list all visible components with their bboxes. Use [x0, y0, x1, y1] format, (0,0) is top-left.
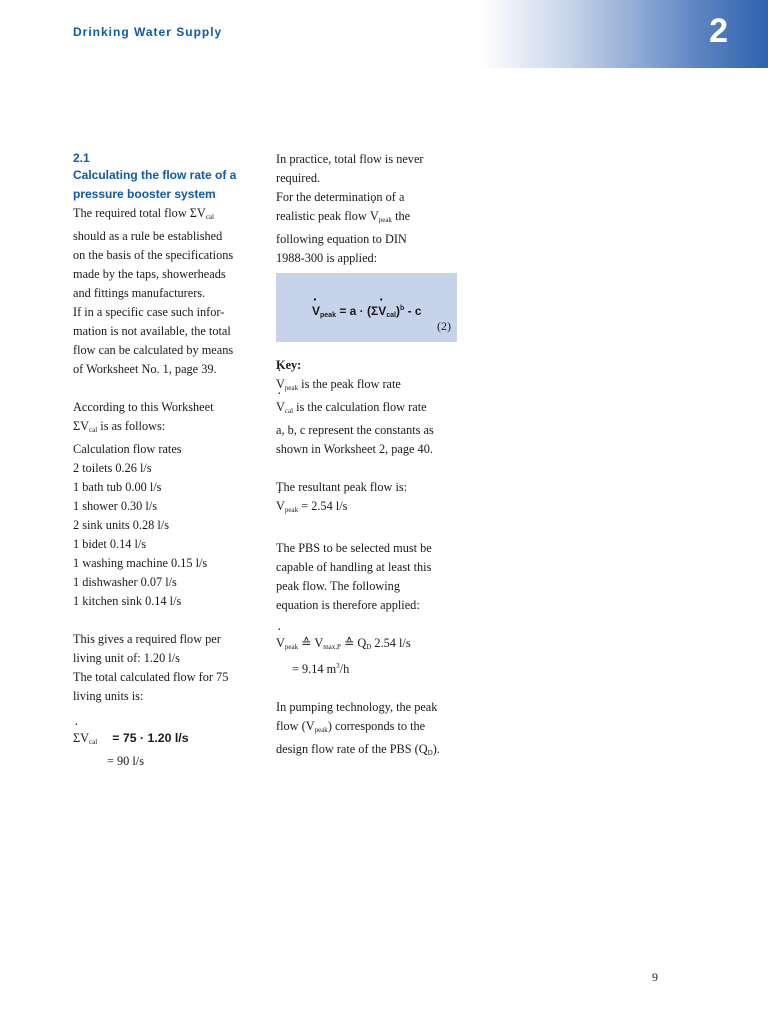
paragraph-line: The resultant peak flow is:: [276, 480, 408, 494]
paragraph-line: If in a specific case such infor-: [73, 305, 225, 319]
list-item: 1 bath tub 0.00 l/s: [73, 480, 162, 494]
paragraph-line: 1988-300 is applied:: [276, 251, 378, 265]
paragraph-line: This gives a required flow per: [73, 632, 221, 646]
list-item: 1 washing machine 0.15 l/s: [73, 556, 208, 570]
paragraph-line: Calculation flow rates: [73, 442, 182, 456]
key-line: shown in Worksheet 2, page 40.: [276, 442, 433, 456]
key-title: Key:: [276, 358, 302, 372]
paragraph-line: made by the taps, showerheads: [73, 267, 226, 281]
section-title-line-1: Calculating the flow rate of a: [73, 168, 237, 182]
section-number: 2.1: [73, 151, 90, 165]
list-item: 1 shower 0.30 l/s: [73, 499, 158, 513]
section-title-line-2: pressure booster system: [73, 187, 216, 201]
header-title: Drinking Water Supply: [73, 25, 223, 39]
list-item: 2 toilets 0.26 l/s: [73, 461, 152, 475]
paragraph-line: The required total flow $\Sigma V_{cal}$: [73, 206, 214, 221]
list-item: 1 kitchen sink 0.14 l/s: [73, 594, 182, 608]
chapter-number: 2: [709, 12, 728, 50]
key-line: · $V_{cal}$ is the calculation flow rate: [276, 398, 466, 421]
paragraph-line: In practice, total flow is never: [276, 152, 424, 166]
paragraph-line: on the basis of the specifications: [73, 248, 234, 262]
sum-equation: · $\Sigma V_{cal} = 75 \cdot 1.20$ l/s: [73, 729, 263, 752]
paragraph-line: capable of handling at least this: [276, 560, 432, 574]
sum-result: = 90 l/s: [107, 754, 144, 768]
paragraph-line: required.: [276, 171, 321, 185]
paragraph-line: flow $(V_{peak})$ corresponds to the: [276, 719, 426, 734]
key-line: · $V_{peak}$ is the peak flow rate: [276, 375, 466, 398]
paragraph-line: design flow rate of the PBS $(Q_D)$.: [276, 742, 440, 757]
list-item: 2 sink units 0.28 l/s: [73, 518, 169, 532]
paragraph-line: The PBS to be selected must be: [276, 541, 432, 555]
paragraph-line: of Worksheet No. 1, page 39.: [73, 362, 217, 376]
paragraph-line: living unit of: 1.20 l/s: [73, 651, 180, 665]
paragraph-line: living units is:: [73, 689, 144, 703]
correspondence-equation: · $V_{peak}$ ≙ $V_{max,P}$ ≙ $Q_D$ 2.54 l/s: [276, 634, 466, 657]
peak-result: · $V_{peak} = 2.54$ l/s: [276, 497, 466, 520]
formula-box: [276, 273, 457, 342]
paragraph-line: $\Sigma V_{cal}$ is as follows:: [73, 419, 166, 434]
paragraph-line: For the determination of a: [276, 190, 405, 204]
paragraph-line: and fittings manufacturers.: [73, 286, 206, 300]
paragraph-line: The total calculated flow for 75: [73, 670, 229, 684]
list-item: 1 bidet 0.14 l/s: [73, 537, 147, 551]
right-column: [276, 150, 466, 763]
peak-flow-formula: · $V_{peak} = a \cdot (\Sigma\cdot V_{cal})^b - c$: [312, 299, 422, 325]
paragraph-line: According to this Worksheet: [73, 400, 214, 414]
header-band: [480, 0, 768, 68]
paragraph-line: following equation to DIN: [276, 232, 407, 246]
paragraph-line: should as a rule be established: [73, 229, 223, 243]
paragraph-line: equation is therefore applied:: [276, 598, 420, 612]
paragraph-line: In pumping technology, the peak: [276, 700, 438, 714]
paragraph-line: flow can be calculated by means: [73, 343, 234, 357]
page-number: 9: [652, 970, 658, 984]
paragraph-line: peak flow. The following: [276, 579, 400, 593]
correspondence-result: = 9.14 $m^3/h$: [292, 662, 350, 676]
left-column: [73, 150, 263, 771]
paragraph-line: realistic peak flow · $V_{peak}$ the: [276, 207, 466, 230]
key-line: a, b, c represent the constants as: [276, 423, 434, 437]
list-item: 1 dishwasher 0.07 l/s: [73, 575, 177, 589]
equation-number: (2): [437, 319, 451, 333]
paragraph-line: mation is not available, the total: [73, 324, 231, 338]
